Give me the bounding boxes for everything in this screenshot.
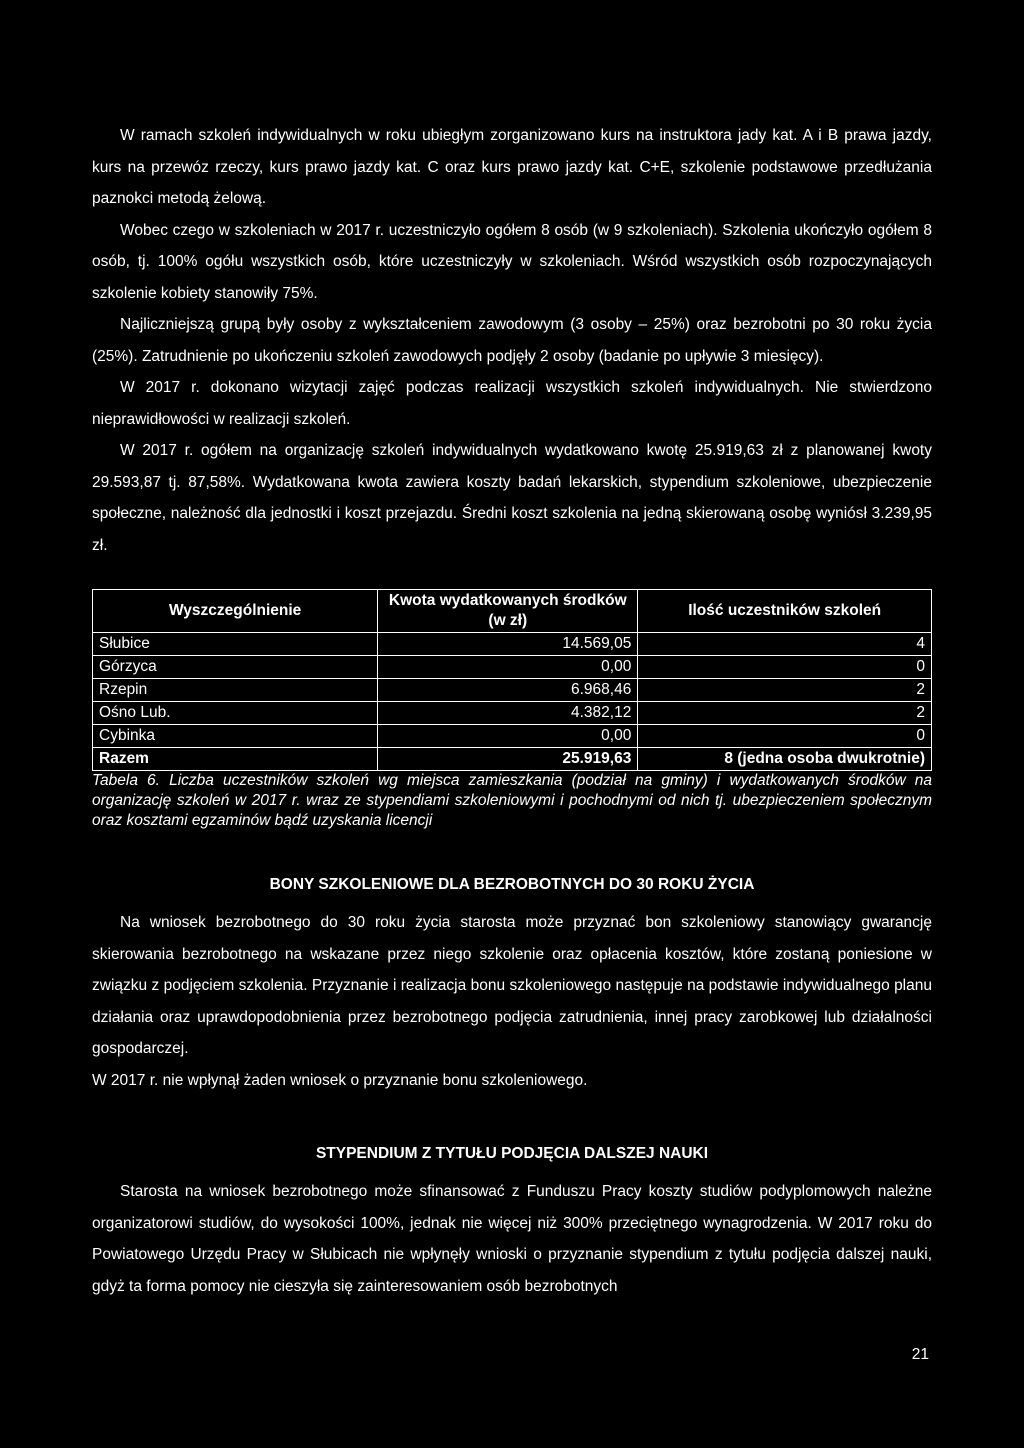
table-cell: 4.382,12: [378, 702, 638, 725]
section-title-bony: BONY SZKOLENIOWE DLA BEZROBOTNYCH DO 30 ROKU ŻYCIA: [269, 876, 755, 893]
header-cell: Kwota wydatkowanych środków (w zł): [378, 590, 638, 633]
table-cell: Słubice: [93, 633, 378, 656]
table-row: [93, 656, 932, 679]
paragraph-stypendium: Starosta na wniosek bezrobotnego może sfinansować z Funduszu Pracy koszty studiów podyplomowych należne organizatorowi studiów, do wysokości 100%, jednak nie więcej niż 300% przeciętnego wynagrodzenia. W 2017 roku do Powiatowego Urzędu Pracy w Słubicach nie wpłynęły wnioski o przyznanie stypendium z tytułu podjęcia dalszej nauki, gdyż ta forma pomocy nie cieszyła się zainteresowaniem osób bezrobotnych: [92, 1183, 932, 1295]
table-cell: 0: [638, 656, 932, 679]
document-page: [92, 120, 932, 1302]
table-cell: Rzepin: [93, 679, 378, 702]
paragraph-expenditure: W 2017 r. ogółem na organizację szkoleń indywidualnych wydatkowano kwotę 25.919,63 zł z planowanej kwoty 29.593,87 tj. 87,58%. Wydatkowana kwota zawiera koszty badań lekarskich, stypendium szkoleniowe, ubezpieczenie społeczne, należność dla jednostki i koszt przejazdu. Średni koszt szkolenia na jedną skierowaną osobę wyniósł 3.239,95 zł.: [92, 442, 932, 554]
table-row: [93, 633, 932, 656]
paragraph-bony-2017: W 2017 r. nie wpłynął żaden wniosek o przyznanie bonu szkoleniowego.: [92, 1071, 588, 1089]
header-cell: Wyszczególnienie: [93, 590, 378, 633]
table-cell: 0,00: [378, 656, 638, 679]
table-row: [93, 679, 932, 702]
table-cell: Razem: [93, 748, 378, 771]
header-cell: Ilość uczestników szkoleń: [638, 590, 932, 633]
table-cell: 14.569,05: [378, 633, 638, 656]
trainings-table: [92, 589, 932, 771]
section-title-stypendium: STYPENDIUM Z TYTUŁU PODJĘCIA DALSZEJ NAUKI: [315, 1145, 709, 1162]
table-row: [93, 725, 932, 748]
table-cell: 8 (jedna osoba dwukrotnie): [638, 748, 932, 771]
table-caption: Tabela 6. Liczba uczestników szkoleń wg miejsca zamieszkania (podział na gminy) i wydatkowanych środków na organizację szkoleń w 2017 r. wraz ze stypendiami szkoleniowymi i pochodnymi od nich tj. ubezpieczeniem społecznym oraz kosztami egzaminów bądź uzyskania licencji: [92, 772, 932, 829]
table-row: [93, 702, 932, 725]
table-cell: Ośno Lub.: [93, 702, 378, 725]
table-cell: 6.968,46: [378, 679, 638, 702]
paragraph-participants: Wobec czego w szkoleniach w 2017 r. uczestniczyło ogółem 8 osób (w 9 szkoleniach). Szkolenia ukończyło ogółem 8 osób, tj. 100% ogółu wszystkich osób, które uczestniczyły w szkoleniach. Wśród wszystkich osób rozpoczynających szkolenie kobiety stanowiły 75%.: [92, 221, 932, 302]
table-cell: 2: [638, 702, 932, 725]
table-cell: 2: [638, 679, 932, 702]
table-cell: 0: [638, 725, 932, 748]
table-cell: 25.919,63: [378, 748, 638, 771]
page-number: 21: [911, 1346, 929, 1363]
table-cell: Górzyca: [93, 656, 378, 679]
paragraph-individual-trainings: W ramach szkoleń indywidualnych w roku ubiegłym zorganizowano kurs na instruktora jady kat. A i B prawa jazdy, kurs na przewóz rzeczy, kurs prawo jazdy kat. C oraz kurs prawo jazdy kat. C+E, szkolenie podstawowe przedłużania paznokci metodą żelową.: [92, 127, 932, 207]
paragraph-largest-group: Najliczniejszą grupą były osoby z wykształceniem zawodowym (3 osoby – 25%) oraz bezrobotni po 30 roku życia (25%). Zatrudnienie po ukończeniu szkoleń zawodowych podjęły 2 osoby (badanie po upływie 3 miesięcy).: [92, 316, 932, 365]
table-cell: Cybinka: [93, 725, 378, 748]
table-cell: 0,00: [378, 725, 638, 748]
table-header-row: [93, 590, 932, 633]
paragraph-inspection: W 2017 r. dokonano wizytacji zajęć podczas realizacji wszystkich szkoleń indywidualnych. Nie stwierdzono nieprawidłowości w realizacji szkoleń.: [92, 379, 932, 428]
paragraph-bony: Na wniosek bezrobotnego do 30 roku życia starosta może przyznać bon szkoleniowy stanowiący gwarancję skierowania bezrobotnego na wskazane przez niego szkolenie oraz opłacenia kosztów, które zostaną poniesione w związku z podjęciem szkolenia. Przyznanie i realizacja bonu szkoleniowego następuje na podstawie indywidualnego planu działania oraz uprawdopodobnienia przez bezrobotnego podjęcia zatrudnienia, innej pracy zarobkowej lub działalności gospodarczej.: [92, 914, 932, 1057]
table-total-row: [93, 748, 932, 771]
table-cell: 4: [638, 633, 932, 656]
